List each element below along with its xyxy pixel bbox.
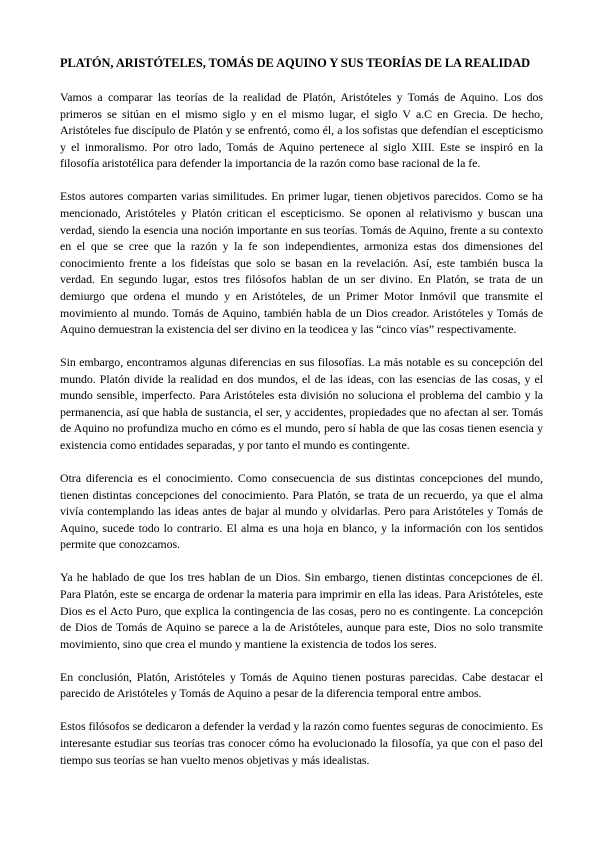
document-page [60, 55, 543, 785]
paragraph-conclusion: En conclusión, Platón, Aristóteles y Tomás de Aquino tienen posturas parecidas. Cabe destacar el parecido de Aristóteles y Tomás de Aquino a pesar de la diferencia temporal entre ambos. [60, 669, 543, 701]
document-title: PLATÓN, ARISTÓTELES, TOMÁS DE AQUINO Y SUS TEORÍAS DE LA REALIDAD [60, 56, 531, 70]
paragraph-closing: Estos filósofos se dedicaron a defender la verdad y la razón como fuentes seguras de conocimiento. Es interesante estudiar sus teorías tras conocer cómo ha evolucionado la filosofía, ya que con el paso del tiempo sus teorías se han vuelto menos objetivas y más idealistas. [60, 719, 543, 767]
paragraph-differences-god: Ya he hablado de que los tres hablan de un Dios. Sin embargo, tienen distintas concepciones de él. Para Platón, este se encarga de ordenar la materia para imprimir en ella las ideas. Para Aristóteles, este Dios es el Acto Puro, que explica la contingencia de las cosas, pero no es contingente. La concepción de Dios de Tomás de Aquino se parece a la de Aristóteles, aunque para este, Dios no solo transmite movimiento, sino que crea el mundo y mantiene la existencia de todos los seres. [60, 570, 543, 651]
paragraph-differences-world: Sin embargo, encontramos algunas diferencias en sus filosofías. La más notable es su concepción del mundo. Platón divide la realidad en dos mundos, el de las ideas, con las esencias de las cosas, y el mundo sensible, imperfecto. Para Aristóteles esta división no soluciona el problema del cambio y la permanencia, así que habla de sustancia, el ser, y accidentes, propiedades que no afectan al ser. Tomás de Aquino no profundiza mucho en cómo es el mundo, pero sí habla de que las cosas tienen esencia y existencia como entidades separadas, y por tanto el mundo es contingente. [60, 355, 543, 453]
paragraph-differences-knowledge: Otra diferencia es el conocimiento. Como consecuencia de sus distintas concepciones del mundo, tienen distintas concepciones del conocimiento. Para Platón, se trata de un recuerdo, ya que el alma vivía contemplando las ideas antes de bajar al mundo y olvidarlas. Pero para Aristóteles y Tomás de Aquino, sucede todo lo contrario. El alma es una hoja en blanco, y la información con los sentidos permite que conozcamos. [60, 471, 543, 552]
paragraph-similarities: Estos autores comparten varias similitudes. En primer lugar, tienen objetivos parecidos. Como se ha mencionado, Aristóteles y Platón critican el escepticismo. Se oponen al relativismo y buscan una verdad, siendo la esencia una noción importante en sus teorías. Tomás de Aquino, frente a su contexto en el que se cree que la razón y la fe son independientes, armoniza estas dos dimensiones del conocimiento frente a los fideístas que solo se basan en la revelación. Así, este también busca la verdad. En segundo lugar, estos tres filósofos hablan de un ser divino. En Platón, se trata de un demiurgo que ordena el mundo y en Aristóteles, de un Primer Motor Inmóvil que transmite el movimiento al mundo. Tomás de Aquino, también habla de un Dios creador. Aristóteles y Tomás de Aquino demuestran la existencia del ser divino en la teodicea y las “cinco vías” respectivamente. [60, 189, 543, 337]
paragraph-introduction: Vamos a comparar las teorías de la realidad de Platón, Aristóteles y Tomás de Aquino. Los dos primeros se sitúan en el mismo siglo y en el mismo lugar, el siglo V a.C en Grecia. De hecho, Aristóteles fue discípulo de Platón y se enfrentó, como él, a los sofistas que defendían el escepticismo y el inmoralismo. Por otro lado, Tomás de Aquino pertenece al siglo XIII. Este se inspiró en la filosofía aristotélica para defender la importancia de la razón como base racional de la fe. [60, 90, 543, 171]
